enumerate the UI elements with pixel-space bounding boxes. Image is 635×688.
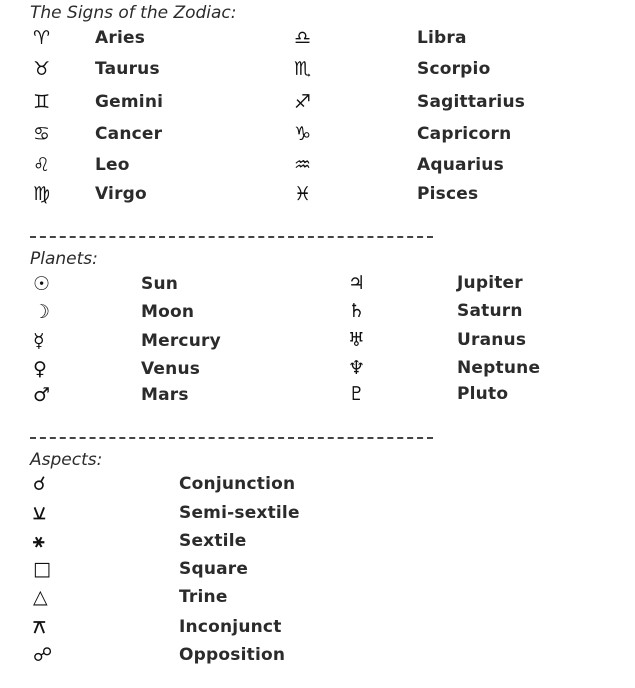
aries-icon: ♈ — [33, 27, 51, 49]
list-item — [0, 182, 635, 206]
item-label: Sextile — [179, 531, 247, 551]
item-label: Capricorn — [417, 124, 512, 144]
gemini-icon: ♊ — [33, 91, 51, 113]
list-item — [0, 643, 635, 667]
item-label: Cancer — [95, 124, 163, 144]
item-label: Libra — [417, 28, 467, 48]
mercury-icon: ☿ — [33, 330, 45, 352]
item-label: Pluto — [457, 384, 509, 404]
leo-icon: ♌ — [33, 154, 51, 176]
item-label: Square — [179, 559, 249, 579]
item-label: Inconjunct — [179, 617, 282, 637]
aquarius-icon: ♒ — [294, 154, 312, 176]
inconjunct-icon: ⚻ — [33, 616, 46, 638]
pisces-icon: ♓ — [294, 183, 312, 205]
divider — [30, 236, 433, 238]
virgo-icon: ♍ — [33, 183, 51, 205]
item-label: Gemini — [95, 92, 164, 112]
item-label: Opposition — [179, 645, 286, 665]
sagittarius-icon: ♐ — [294, 91, 312, 113]
moon-icon: ☽ — [33, 301, 51, 323]
uranus-icon: ♅ — [348, 329, 366, 351]
list-item — [0, 122, 635, 146]
item-label: Sun — [141, 274, 179, 294]
list-item — [0, 328, 635, 352]
mars-icon: ♂ — [33, 384, 51, 406]
planets-heading: Planets: — [30, 249, 98, 269]
item-label: Aquarius — [417, 155, 504, 175]
list-item — [0, 57, 635, 81]
item-label: Sagittarius — [417, 92, 526, 112]
item-label: Scorpio — [417, 59, 491, 79]
list-item — [0, 472, 635, 496]
list-item — [0, 153, 635, 177]
item-label: Aries — [95, 28, 146, 48]
list-item — [0, 585, 635, 609]
item-label: Moon — [141, 302, 195, 322]
item-label: Venus — [141, 359, 201, 379]
item-label: Trine — [179, 587, 228, 607]
item-label: Neptune — [457, 358, 541, 378]
item-label: Uranus — [457, 330, 527, 350]
item-label: Taurus — [95, 59, 160, 79]
item-label: Leo — [95, 155, 130, 175]
aspects-heading: Aspects: — [30, 450, 103, 470]
item-label: Virgo — [95, 184, 147, 204]
libra-icon: ♎ — [294, 27, 312, 49]
neptune-icon: ♆ — [348, 357, 366, 379]
list-item — [0, 557, 635, 581]
sun-icon: ☉ — [33, 273, 51, 295]
saturn-icon: ♄ — [348, 300, 366, 322]
item-label: Semi-sextile — [179, 503, 300, 523]
zodiac-heading: The Signs of the Zodiac: — [30, 3, 237, 23]
taurus-icon: ♉ — [33, 58, 51, 80]
list-item — [0, 382, 635, 406]
square-icon: □ — [33, 558, 51, 580]
list-item — [0, 26, 635, 50]
list-item — [0, 529, 635, 553]
list-item — [0, 299, 635, 323]
jupiter-icon: ♃ — [348, 272, 366, 294]
pluto-icon: ♇ — [348, 383, 366, 405]
item-label: Mars — [141, 385, 189, 405]
opposition-icon: ☍ — [33, 644, 53, 666]
cancer-icon: ♋ — [33, 123, 51, 145]
list-item — [0, 90, 635, 114]
conjunction-icon: ☌ — [33, 473, 46, 495]
list-item — [0, 615, 635, 639]
item-label: Conjunction — [179, 474, 296, 494]
item-label: Pisces — [417, 184, 479, 204]
scorpio-icon: ♏ — [294, 58, 312, 80]
item-label: Jupiter — [457, 273, 523, 293]
divider — [30, 437, 433, 439]
sextile-icon: ⚹ — [33, 530, 45, 552]
list-item — [0, 356, 635, 380]
item-label: Saturn — [457, 301, 523, 321]
list-item — [0, 501, 635, 525]
capricorn-icon: ♑ — [294, 123, 312, 145]
trine-icon: △ — [33, 586, 48, 608]
semi-sextile-icon: ⚺ — [33, 502, 46, 524]
list-item — [0, 271, 635, 295]
item-label: Mercury — [141, 331, 221, 351]
venus-icon: ♀ — [33, 358, 47, 380]
